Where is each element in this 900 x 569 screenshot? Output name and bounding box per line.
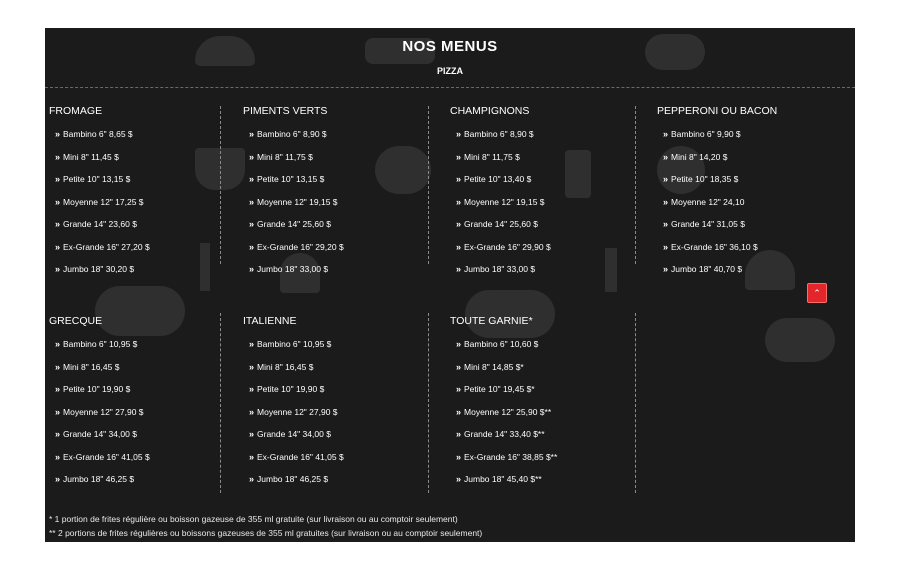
menu-item: » Moyenne 12" 25,90 $** <box>456 406 552 417</box>
chevron-right-icon: » <box>55 151 61 162</box>
chevron-right-icon: » <box>663 264 669 274</box>
menu-item: » Ex-Grande 16" 41,05 $ <box>249 451 344 462</box>
menu-item: » Mini 8" 11,75 $ <box>249 151 313 162</box>
menu-column-toute-garnie <box>450 315 640 497</box>
category-subtitle: PIZZA <box>437 66 463 76</box>
chevron-right-icon: » <box>456 429 462 439</box>
chevron-right-icon: » <box>55 174 61 184</box>
chevron-right-icon: » <box>55 429 61 439</box>
chevron-right-icon: » <box>55 339 61 349</box>
chevron-right-icon: » <box>55 219 61 229</box>
menu-item: » Jumbo 18" 30,20 $ <box>55 264 135 274</box>
chevron-right-icon: » <box>249 474 255 484</box>
menu-item: » Grande 14" 34,00 $ <box>249 429 331 439</box>
chevron-right-icon: » <box>55 451 61 462</box>
menu-item: » Petite 10" 13,15 $ <box>249 174 325 184</box>
scroll-to-top-button[interactable] <box>807 283 827 303</box>
menu-item: » Ex-Grande 16" 41,05 $ <box>55 451 150 462</box>
menu-item: » Petite 10" 13,40 $ <box>456 174 532 184</box>
menu-item: » Bambino 6" 9,90 $ <box>663 129 741 139</box>
menu-item: » Grande 14" 25,60 $ <box>456 219 538 229</box>
header-divider <box>45 87 855 88</box>
chevron-up-icon: ⌃ <box>813 288 821 298</box>
menu-item: » Jumbo 18" 45,40 $** <box>456 474 542 484</box>
chevron-right-icon: » <box>663 129 669 139</box>
page-title: NOS MENUS <box>402 38 498 55</box>
menu-column-italienne <box>243 315 433 497</box>
menu-item: » Moyenne 12" 17,25 $ <box>55 196 144 207</box>
chevron-right-icon: » <box>663 219 669 229</box>
menu-item: » Bambino 6" 8,90 $ <box>456 129 534 139</box>
chevron-right-icon: » <box>55 474 61 484</box>
menu-item: » Jumbo 18" 33,00 $ <box>456 264 536 274</box>
menu-item: » Mini 8" 14,85 $* <box>456 361 524 372</box>
menu-item: » Ex-Grande 16" 36,10 $ <box>663 241 758 252</box>
chevron-right-icon: » <box>456 474 462 484</box>
menu-header <box>45 36 855 76</box>
menu-item: » Mini 8" 11,45 $ <box>55 151 119 162</box>
chevron-right-icon: » <box>456 151 462 162</box>
menu-item: » Moyenne 12" 24,10 <box>663 196 745 207</box>
chevron-right-icon: » <box>456 219 462 229</box>
menu-item: » Moyenne 12" 27,90 $ <box>55 406 144 417</box>
menu-item: » Bambino 6" 10,60 $ <box>456 339 539 349</box>
chevron-right-icon: » <box>249 129 255 139</box>
menu-panel <box>45 28 855 542</box>
chevron-right-icon: » <box>249 384 255 394</box>
menu-item: » Jumbo 18" 46,25 $ <box>55 474 135 484</box>
chevron-right-icon: » <box>55 264 61 274</box>
chevron-right-icon: » <box>249 339 255 349</box>
chevron-right-icon: » <box>456 339 462 349</box>
menu-item: » Moyenne 12" 19,15 $ <box>249 196 338 207</box>
menu-title: CHAMPIGNONS <box>450 105 530 117</box>
footnote-single: * 1 portion de frites régulière ou boisson gazeuse de 355 ml gratuite (sur livraison ou au comptoir seulement) <box>49 514 458 524</box>
chevron-right-icon: » <box>456 451 462 462</box>
chevron-right-icon: » <box>249 219 255 229</box>
menu-item: » Ex-Grande 16" 29,90 $ <box>456 241 551 252</box>
chevron-right-icon: » <box>456 361 462 372</box>
chevron-right-icon: » <box>663 174 669 184</box>
menu-item: » Petite 10" 19,45 $* <box>456 384 535 394</box>
menu-item: » Bambino 6" 8,65 $ <box>55 129 133 139</box>
menu-item: » Grande 14" 23,60 $ <box>55 219 137 229</box>
chevron-right-icon: » <box>249 151 255 162</box>
menu-item: » Bambino 6" 10,95 $ <box>249 339 332 349</box>
menu-title: ITALIENNE <box>243 315 297 327</box>
chevron-right-icon: » <box>249 264 255 274</box>
chevron-right-icon: » <box>249 429 255 439</box>
chevron-right-icon: » <box>249 361 255 372</box>
menu-column-champignons <box>450 105 640 287</box>
chevron-right-icon: » <box>55 384 61 394</box>
menu-title: TOUTE GARNIE* <box>450 315 533 327</box>
chevron-right-icon: » <box>456 174 462 184</box>
menu-item: » Petite 10" 19,90 $ <box>249 384 325 394</box>
chevron-right-icon: » <box>249 174 255 184</box>
menu-item: » Ex-Grande 16" 38,85 $** <box>456 451 558 462</box>
chevron-right-icon: » <box>55 361 61 372</box>
chevron-right-icon: » <box>55 241 61 252</box>
menu-item: » Petite 10" 19,90 $ <box>55 384 131 394</box>
chevron-right-icon: » <box>249 451 255 462</box>
chevron-right-icon: » <box>663 196 669 207</box>
chevron-right-icon: » <box>55 406 61 417</box>
menu-item: » Mini 8" 16,45 $ <box>249 361 314 372</box>
menu-item: » Petite 10" 13,15 $ <box>55 174 131 184</box>
chevron-right-icon: » <box>55 196 61 207</box>
chevron-right-icon: » <box>249 196 255 207</box>
menu-item: » Mini 8" 14,20 $ <box>663 151 728 162</box>
menu-item: » Moyenne 12" 27,90 $ <box>249 406 338 417</box>
chevron-right-icon: » <box>249 406 255 417</box>
menu-item: » Grande 14" 34,00 $ <box>55 429 137 439</box>
chevron-right-icon: » <box>663 241 669 252</box>
menu-item: » Bambino 6" 10,95 $ <box>55 339 138 349</box>
menu-item: » Jumbo 18" 46,25 $ <box>249 474 329 484</box>
chevron-right-icon: » <box>456 129 462 139</box>
menu-item: » Grande 14" 25,60 $ <box>249 219 331 229</box>
chevron-right-icon: » <box>456 264 462 274</box>
menu-title: FROMAGE <box>49 105 103 117</box>
menu-item: » Mini 8" 11,75 $ <box>456 151 520 162</box>
menu-column-grecque <box>49 315 239 497</box>
background-pattern <box>765 318 835 362</box>
chevron-right-icon: » <box>55 129 61 139</box>
chevron-right-icon: » <box>663 151 669 162</box>
menu-column-pepperoni <box>657 105 847 287</box>
menu-item: » Ex-Grande 16" 29,20 $ <box>249 241 344 252</box>
menu-item: » Jumbo 18" 33,00 $ <box>249 264 329 274</box>
chevron-right-icon: » <box>456 196 462 207</box>
menu-item: » Petite 10" 18,35 $ <box>663 174 739 184</box>
menu-item: » Bambino 6" 8,90 $ <box>249 129 327 139</box>
menu-column-fromage <box>49 105 239 287</box>
menu-item: » Ex-Grande 16" 27,20 $ <box>55 241 150 252</box>
chevron-right-icon: » <box>456 406 462 417</box>
menu-title: GRECQUE <box>49 315 103 327</box>
menu-title: PEPPERONI OU BACON <box>657 105 778 117</box>
chevron-right-icon: » <box>456 384 462 394</box>
menu-title: PIMENTS VERTS <box>243 105 328 117</box>
menu-item: » Mini 8" 16,45 $ <box>55 361 120 372</box>
menu-item: » Moyenne 12" 19,15 $ <box>456 196 545 207</box>
menu-item: » Grande 14" 33,40 $** <box>456 429 545 439</box>
chevron-right-icon: » <box>249 241 255 252</box>
menu-item: » Grande 14" 31,05 $ <box>663 219 745 229</box>
menu-column-piments-verts <box>243 105 433 287</box>
menu-item: » Jumbo 18" 40,70 $ <box>663 264 743 274</box>
footnote-double: ** 2 portions de frites régulières ou boissons gazeuses de 355 ml gratuites (sur livraison ou au comptoir seulement) <box>49 528 483 538</box>
chevron-right-icon: » <box>456 241 462 252</box>
